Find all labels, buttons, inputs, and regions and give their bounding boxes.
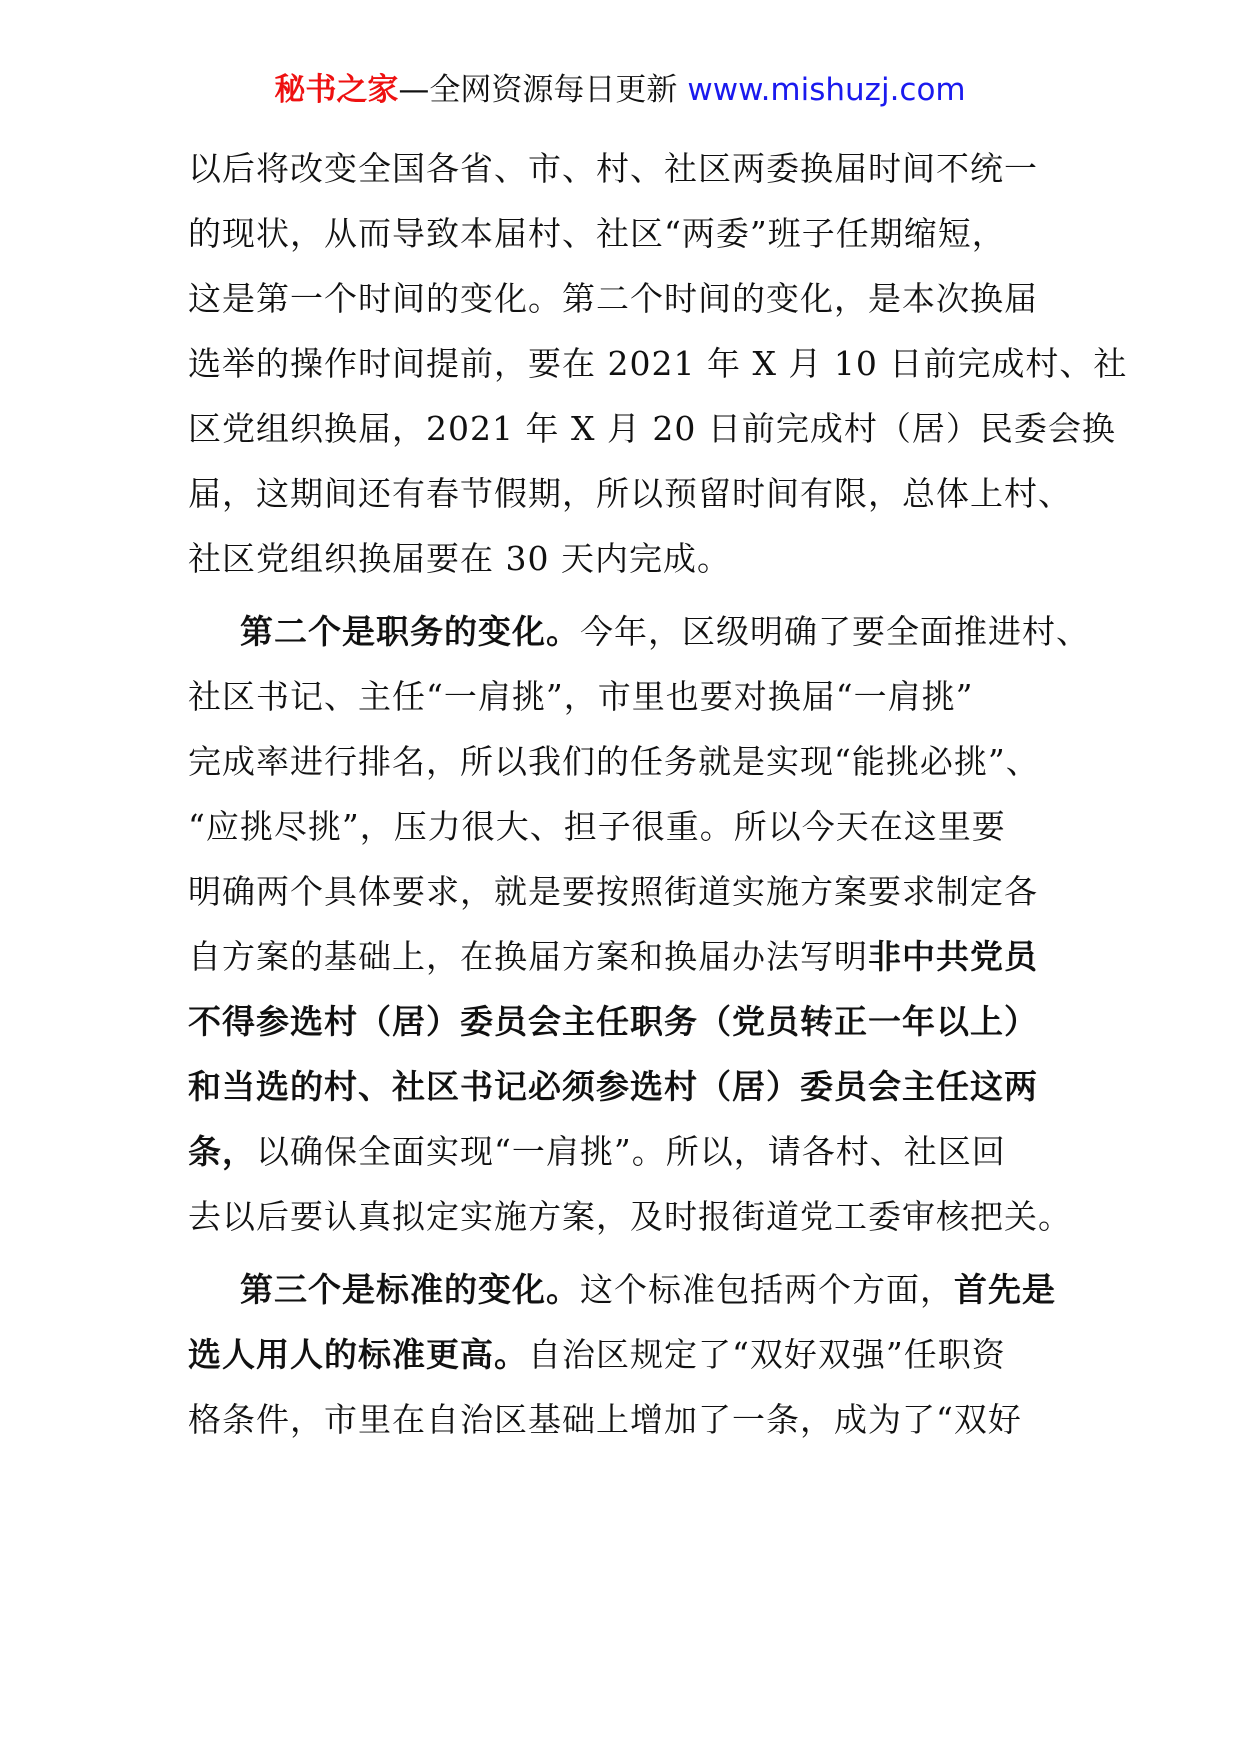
document-body	[188, 136, 1128, 1452]
brand-name: 秘书之家	[274, 72, 399, 108]
text-line: 以后将改变全国各省、市、村、社区两委换届时间不统一	[188, 149, 1038, 188]
header-url-link[interactable]: www.mishuzj.com	[687, 72, 966, 108]
text-line: 选举的操作时间提前，要在 2021 年 X 月 10 日前完成村、社	[188, 344, 1128, 383]
text-line: “应挑尽挑”，压力很大、担子很重。所以今天在这里要	[188, 807, 1006, 846]
text-line: 社区书记、主任“一肩挑”，市里也要对换届“一肩挑”	[188, 677, 974, 716]
text-line: 的现状，从而导致本届村、社区“两委”班子任期缩短，	[188, 214, 1006, 253]
paragraph-3-line-1: 第三个是标准的变化。这个标准包括两个方面，首先是	[240, 1270, 1056, 1309]
page-header	[0, 68, 1240, 112]
text-line: 条，以确保全面实现“一肩挑”。所以，请各村、社区回	[188, 1132, 1006, 1171]
text-line: 自方案的基础上，在换届方案和换届办法写明非中共党员	[188, 937, 1038, 976]
section-heading-duty-change: 第二个是职务的变化。	[240, 612, 580, 651]
emphasis-line: 和当选的村、社区书记必须参选村（居）委员会主任这两	[188, 1067, 1038, 1106]
paragraph-2-line-1: 第二个是职务的变化。今年，区级明确了要全面推进村、	[240, 612, 1090, 651]
text-line: 选人用人的标准更高。自治区规定了“双好双强”任职资	[188, 1335, 1006, 1374]
text-line: 区党组织换届，2021 年 X 月 20 日前完成村（居）民委会换	[188, 409, 1116, 448]
emphasis-text: 首先是	[954, 1270, 1056, 1309]
section-heading-standard-change: 第三个是标准的变化。	[240, 1270, 580, 1309]
text-line: 完成率进行排名，所以我们的任务就是实现“能挑必挑”、	[188, 742, 1040, 781]
text-line: 格条件，市里在自治区基础上增加了一条，成为了“双好	[188, 1400, 1022, 1439]
emphasis-line: 不得参选村（居）委员会主任职务（党员转正一年以上）	[188, 1002, 1038, 1041]
emphasis-text: 非中共党员	[868, 937, 1038, 976]
emphasis-text: 条，	[188, 1132, 256, 1171]
text-line: 这是第一个时间的变化。第二个时间的变化，是本次换届	[188, 279, 1038, 318]
text-line: 社区党组织换届要在 30 天内完成。	[188, 539, 731, 578]
text-line: 去以后要认真拟定实施方案，及时报街道党工委审核把关。	[188, 1197, 1072, 1236]
header-tagline: —全网资源每日更新	[398, 72, 678, 108]
emphasis-text: 选人用人的标准更高。	[188, 1335, 528, 1374]
text-line: 明确两个具体要求，就是要按照街道实施方案要求制定各	[188, 872, 1038, 911]
text-line: 届，这期间还有春节假期，所以预留时间有限，总体上村、	[188, 474, 1072, 513]
